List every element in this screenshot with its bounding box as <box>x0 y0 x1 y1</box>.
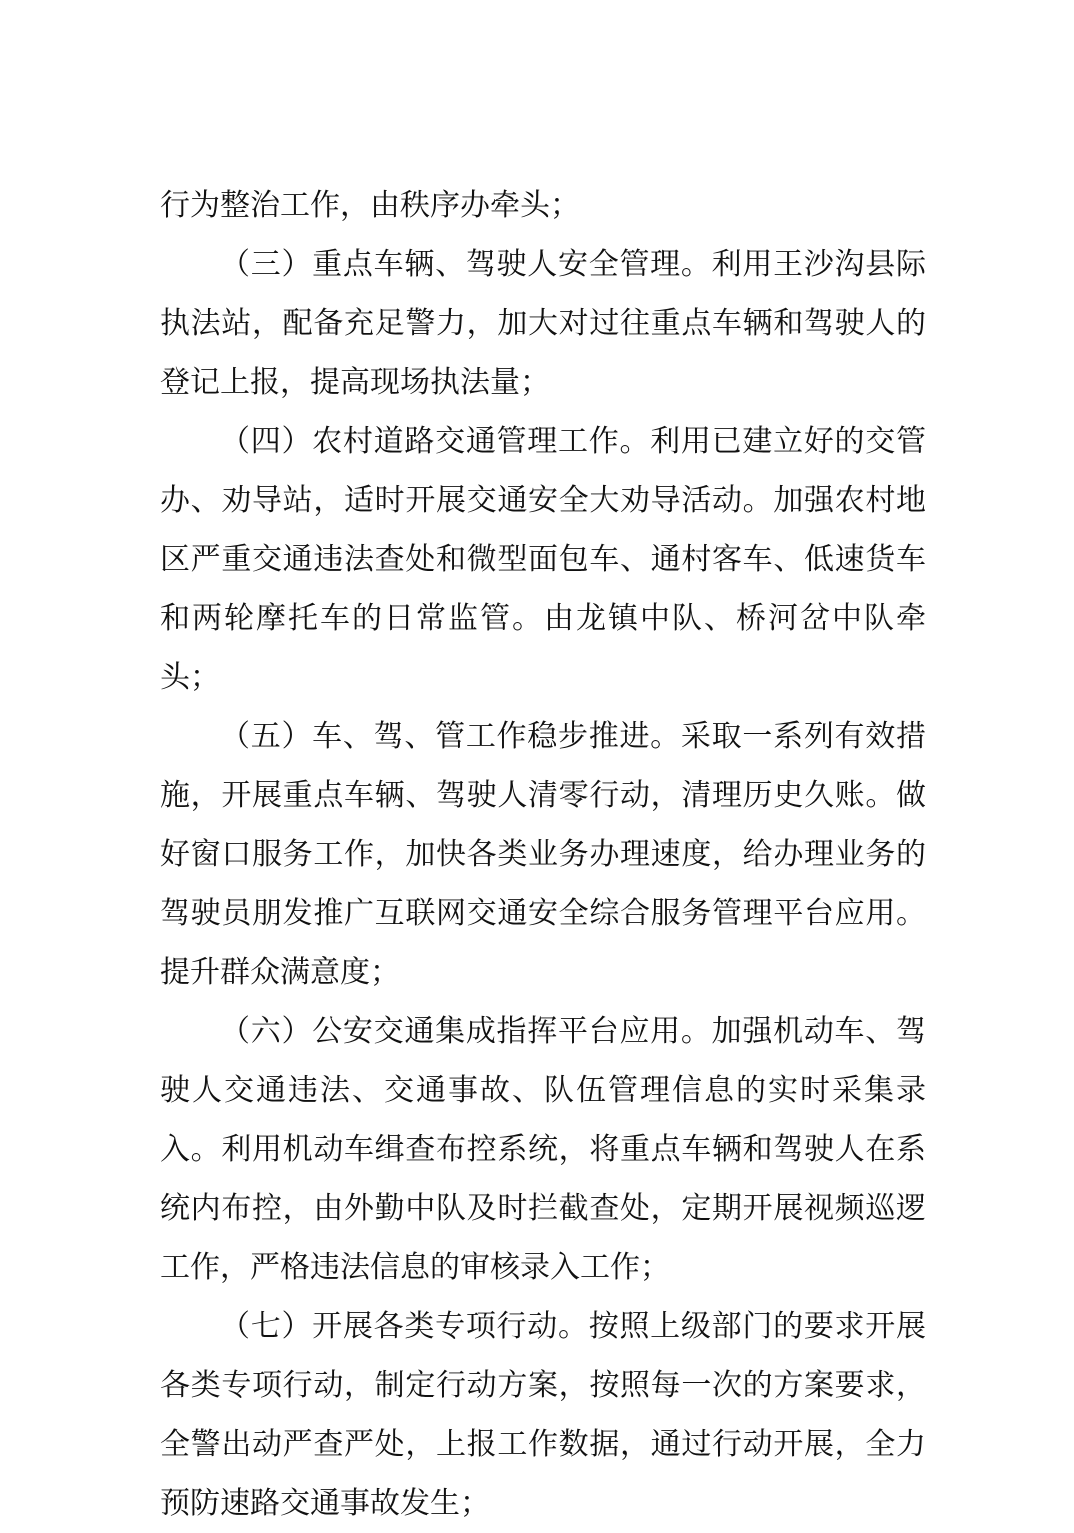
paragraph-section-4: （四）农村道路交通管理工作。利用已建立好的交管办、劝导站，适时开展交通安全大劝导活动。加强农村地区严重交通违法查处和微型面包车、通村客车、低速货车和两轮摩托车的日常监管。由龙镇中队、桥河岔中队牵头； <box>160 424 926 695</box>
document-body <box>160 176 926 1533</box>
paragraph-continuation: 行为整治工作，由秩序办牵头； <box>160 188 580 223</box>
paragraph-section-3: （三）重点车辆、驾驶人安全管理。利用王沙沟县际执法站，配备充足警力，加大对过往重点车辆和驾驶人的登记上报，提高现场执法量； <box>160 247 926 400</box>
paragraph-section-6: （六）公安交通集成指挥平台应用。加强机动车、驾驶人交通违法、交通事故、队伍管理信息的实时采集录入。利用机动车缉查布控系统，将重点车辆和驾驶人在系统内布控，由外勤中队及时拦截查处，定期开展视频巡逻工作，严格违法信息的审核录入工作； <box>160 1014 926 1285</box>
paragraph-section-5: （五）车、驾、管工作稳步推进。采取一系列有效措施，开展重点车辆、驾驶人清零行动，清理历史久账。做好窗口服务工作，加快各类业务办理速度，给办理业务的驾驶员朋发推广互联网交通安全综合服务管理平台应用。提升群众满意度； <box>160 719 926 990</box>
paragraph-section-7: （七）开展各类专项行动。按照上级部门的要求开展各类专项行动，制定行动方案，按照每一次的方案要求，全警出动严查严处，上报工作数据，通过行动开展，全力预防速路交通事故发生； <box>160 1309 926 1521</box>
